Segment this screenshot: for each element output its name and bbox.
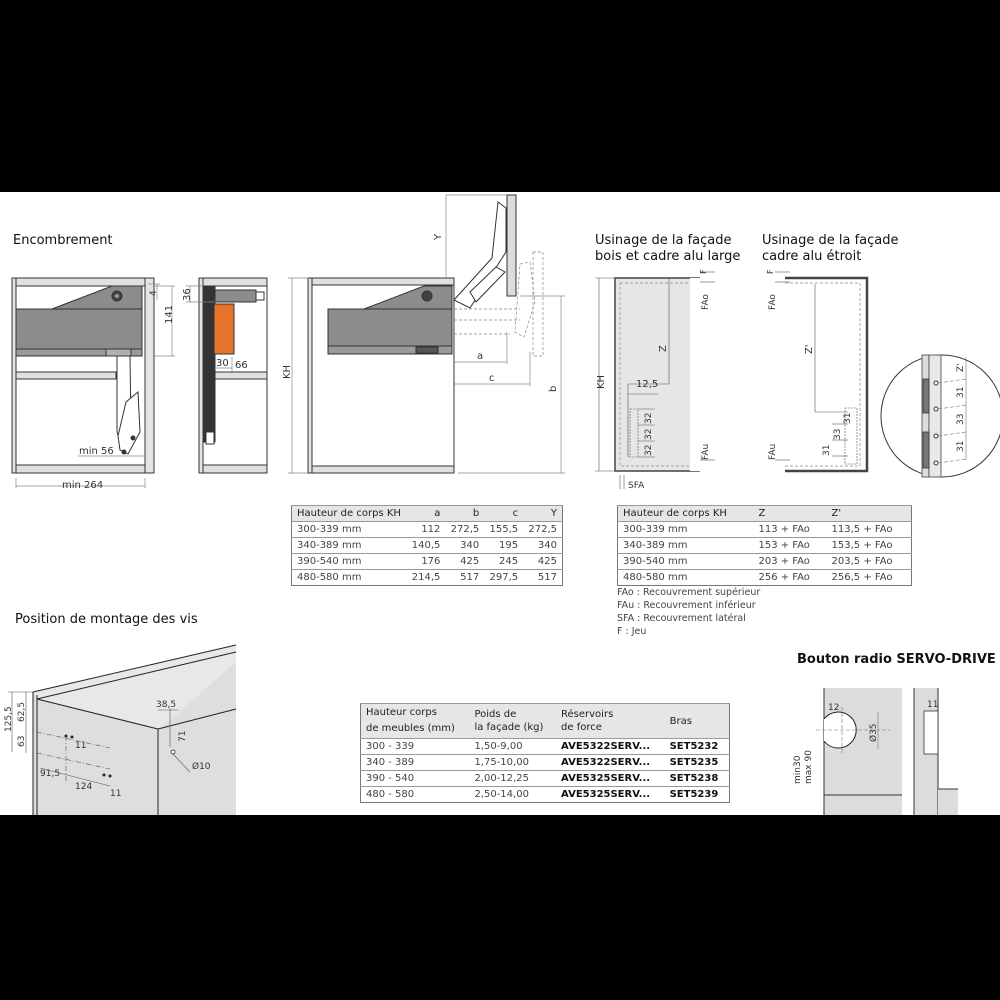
table-header-row: [292, 506, 563, 522]
cell: 195: [484, 538, 523, 554]
cell: 2,50-14,00: [469, 787, 556, 803]
table-dimensions-abc: [291, 505, 563, 586]
servo-button-drawing: [793, 688, 958, 815]
cell: 256 + FAo: [753, 570, 826, 586]
cell: 203,5 + FAo: [827, 554, 912, 570]
dim-sfa: SFA: [628, 481, 645, 491]
dim-f-large: F: [699, 269, 708, 274]
cell: 300-339 mm: [292, 522, 407, 538]
cell: 390-540 mm: [292, 554, 407, 570]
heading-usinage-large-2: bois et cadre alu large: [595, 249, 741, 264]
dim-4: 4: [149, 290, 159, 296]
cell: 140,5: [407, 538, 446, 554]
table-row: [361, 739, 730, 755]
dim-32c: 32: [644, 444, 654, 456]
dim-kh-large: KH: [596, 374, 607, 389]
cell: 480-580 mm: [618, 570, 754, 586]
detail-dim-31b: 31: [956, 440, 966, 452]
cell: SET5238: [665, 771, 730, 787]
table-servo-drive: [360, 703, 730, 803]
heading-bouton-servo: Bouton radio SERVO-DRIVE: [797, 652, 996, 667]
cell: 245: [484, 554, 523, 570]
legend-sfa: SFA : Recouvrement latéral: [617, 613, 746, 624]
dim-b: b: [548, 385, 559, 392]
dim-36: 36: [182, 288, 193, 301]
cell: 340-389 mm: [292, 538, 407, 554]
col-y: Y: [523, 506, 562, 522]
table-row: [292, 570, 563, 586]
dim-125-5: 125,5: [4, 706, 14, 732]
heading-position-vis: Position de montage des vis: [15, 612, 198, 627]
cell: 480 - 580: [361, 787, 470, 803]
cell: 340: [445, 538, 484, 554]
dim-fau-large: FAu: [701, 443, 711, 460]
dim-38-5: 38,5: [156, 700, 177, 710]
dim-max90: max 90: [804, 750, 814, 784]
dim-33: 33: [833, 428, 843, 440]
hinge-detail-circle: [881, 355, 1000, 477]
table-row: [361, 755, 730, 771]
cell: 214,5: [407, 570, 446, 586]
dim-diam-10: Ø10: [192, 762, 211, 772]
cell: 297,5: [484, 570, 523, 586]
cell: 153 + FAo: [753, 538, 826, 554]
dim-fau-etroit: FAu: [768, 443, 778, 460]
col-reservoirs-2: de force: [561, 722, 602, 733]
cell: 480-580 mm: [292, 570, 407, 586]
table-row: [618, 570, 912, 586]
facade-large-drawing: [595, 269, 715, 491]
col-a: a: [407, 506, 446, 522]
cell: AVE5322SERV...: [556, 739, 665, 755]
dim-11a: 11: [75, 741, 87, 751]
dim-30: 30: [216, 358, 229, 369]
cell: 256,5 + FAo: [827, 570, 912, 586]
table-row: [292, 538, 563, 554]
table-dimensions-z: [617, 505, 912, 586]
legend-fao: FAo : Recouvrement supérieur: [617, 587, 761, 598]
cell: AVE5322SERV...: [556, 755, 665, 771]
cell: 340-389 mm: [618, 538, 754, 554]
col-hauteur-2: de meubles (mm): [366, 723, 455, 734]
dim-diam-35: Ø35: [869, 723, 879, 742]
col-z: Z: [753, 506, 826, 522]
cell: 517: [445, 570, 484, 586]
dim-32b: 32: [644, 428, 654, 440]
cell: 176: [407, 554, 446, 570]
dim-f-etroit: F: [766, 269, 775, 274]
col-kh: Hauteur de corps KH: [618, 506, 754, 522]
heading-encombrement: Encombrement: [13, 233, 113, 248]
dim-fao-etroit: FAo: [768, 294, 778, 310]
col-kh: Hauteur de corps KH: [292, 506, 407, 522]
cell: SET5235: [665, 755, 730, 771]
detail-dim-33: 33: [956, 413, 966, 425]
cell: 300 - 339: [361, 739, 470, 755]
facade-etroit-drawing: [766, 269, 867, 471]
detail-dim-31a: 31: [956, 386, 966, 398]
dim-fao-large: FAo: [701, 294, 711, 310]
cell: SET5239: [665, 787, 730, 803]
cell: 113,5 + FAo: [827, 522, 912, 538]
dim-124: 124: [75, 782, 93, 792]
dim-63: 63: [17, 735, 27, 747]
dim-a: a: [477, 351, 484, 362]
detail-dim-z: Z': [956, 363, 966, 372]
col-poids-2: la façade (kg): [474, 722, 544, 733]
dim-z-large: Z: [658, 345, 669, 352]
col-reservoirs-1: Réservoirs: [561, 709, 614, 720]
cell: 155,5: [484, 522, 523, 538]
dim-31a: 31: [822, 444, 832, 456]
col-b: b: [445, 506, 484, 522]
cell: AVE5325SERV...: [556, 771, 665, 787]
cell: AVE5325SERV...: [556, 787, 665, 803]
cell: 272,5: [523, 522, 562, 538]
screw-position-drawing: [4, 645, 236, 815]
cell: 1,75-10,00: [469, 755, 556, 771]
table-header-row: [361, 704, 730, 739]
legend-f: F : Jeu: [617, 626, 647, 637]
cell: 2,00-12,25: [469, 771, 556, 787]
cell: 203 + FAo: [753, 554, 826, 570]
cell: 425: [523, 554, 562, 570]
dim-62-5: 62,5: [17, 701, 27, 722]
dim-min30: min30: [793, 755, 803, 784]
dim-kh-opening: KH: [282, 364, 293, 379]
cell: 340: [523, 538, 562, 554]
cell: SET5232: [665, 739, 730, 755]
dim-11-button: 11: [927, 700, 939, 710]
dim-y: Y: [433, 233, 444, 240]
cell: 425: [445, 554, 484, 570]
cell: 340 - 389: [361, 755, 470, 771]
col-c: c: [484, 506, 523, 522]
dim-z-etroit: Z': [804, 344, 815, 354]
col-hauteur-1: Hauteur corps: [366, 707, 437, 718]
heading-usinage-large-1: Usinage de la façade: [595, 233, 732, 248]
table-row: [292, 522, 563, 538]
dim-141: 141: [164, 304, 175, 324]
cell: 390-540 mm: [618, 554, 754, 570]
cell: 300-339 mm: [618, 522, 754, 538]
dim-c: c: [489, 373, 495, 384]
dim-66: 66: [235, 360, 248, 371]
dim-32a: 32: [644, 412, 654, 424]
dim-11b: 11: [110, 789, 122, 799]
dim-12-5: 12,5: [636, 379, 659, 390]
table-row: [618, 554, 912, 570]
cabinet-front-view: [12, 278, 154, 473]
table-header-row: [618, 506, 912, 522]
col-bras: Bras: [665, 704, 730, 739]
dim-31b: 31: [843, 412, 853, 424]
dim-91-5: 91,5: [40, 769, 61, 779]
cabinet-side-view: [199, 278, 267, 473]
technical-sheet: [0, 192, 1000, 815]
table-row: [618, 538, 912, 554]
cell: 1,50-9,00: [469, 739, 556, 755]
dim-min56: min 56: [79, 446, 114, 457]
legend-fau: FAu : Recouvrement inférieur: [617, 600, 756, 611]
col-z-prime: Z': [827, 506, 912, 522]
heading-usinage-etroit-2: cadre alu étroit: [762, 249, 862, 264]
table-row: [618, 522, 912, 538]
cell: 517: [523, 570, 562, 586]
table-row: [361, 787, 730, 803]
cell: 390 - 540: [361, 771, 470, 787]
cell: 113 + FAo: [753, 522, 826, 538]
table-row: [361, 771, 730, 787]
dim-12-button: 12: [828, 703, 840, 713]
dim-71: 71: [178, 730, 188, 742]
heading-usinage-etroit-1: Usinage de la façade: [762, 233, 899, 248]
table-row: [292, 554, 563, 570]
cell: 153,5 + FAo: [827, 538, 912, 554]
cell: 272,5: [445, 522, 484, 538]
dim-min264: min 264: [62, 480, 104, 491]
col-poids-1: Poids de: [474, 709, 517, 720]
cell: 112: [407, 522, 446, 538]
abbreviation-legend: [617, 586, 760, 638]
